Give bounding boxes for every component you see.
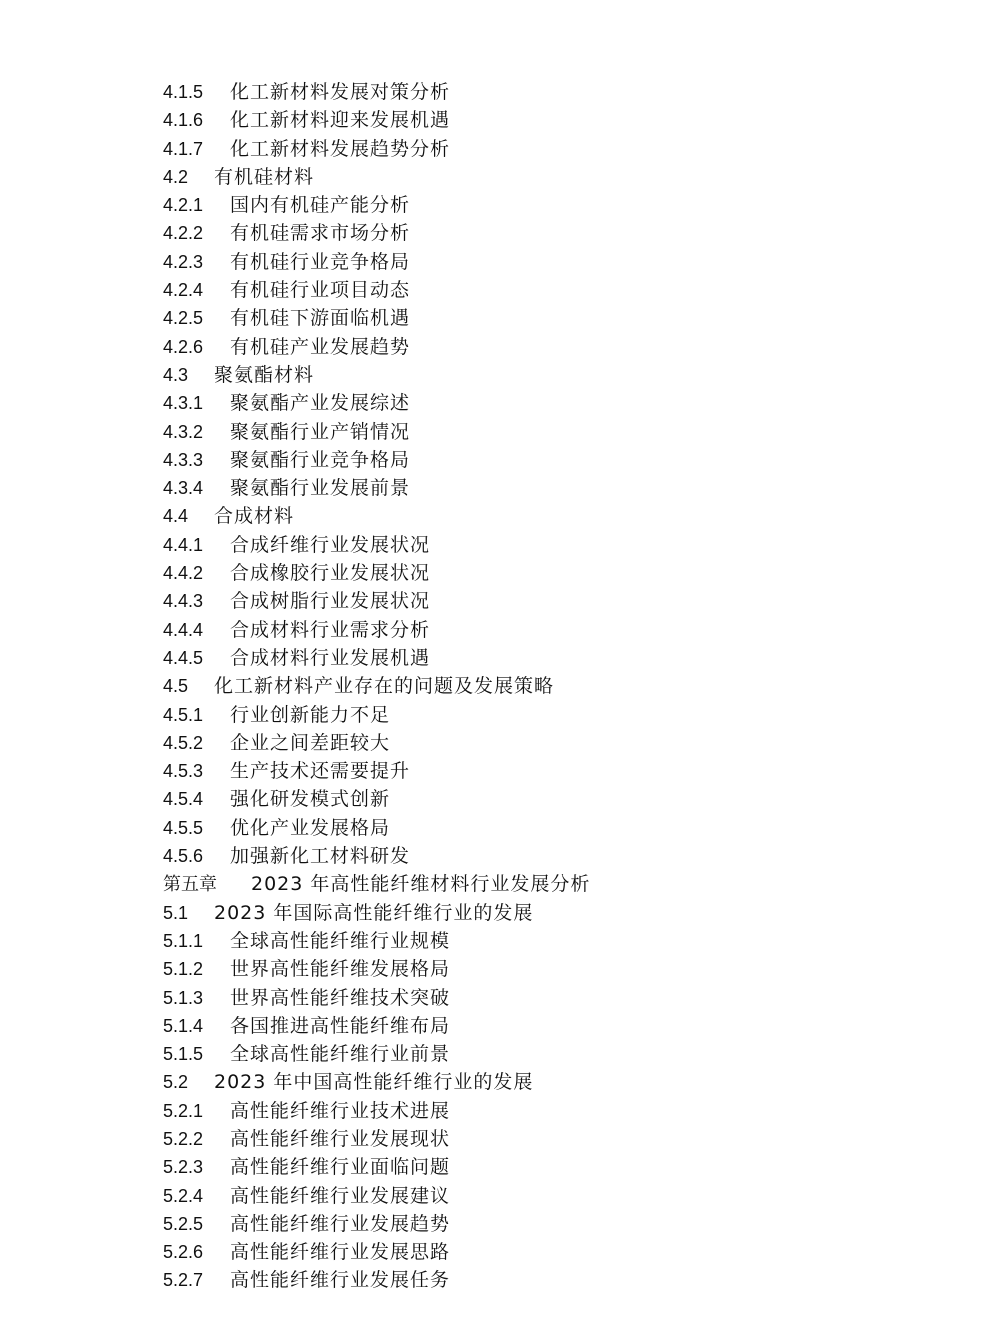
toc-entry: [163, 389, 590, 417]
toc-entry: [163, 842, 590, 870]
toc-entry-number: 4.1.5: [163, 82, 204, 102]
toc-entry: [163, 927, 590, 955]
toc-entry: [163, 191, 590, 219]
toc-entry: [163, 814, 590, 842]
toc-entry-number: 4.3.3: [163, 449, 204, 470]
toc-entry: [163, 276, 590, 304]
toc-entry-title: 有机硅行业竞争格局: [230, 250, 411, 273]
toc-entry: [163, 78, 590, 106]
toc-entry: [163, 644, 590, 672]
toc-entry-number: 5.2.4: [163, 1185, 204, 1206]
toc-entry-number: 4.4.2: [163, 563, 204, 584]
toc-entry: [163, 446, 590, 474]
toc-entry-title: 化工新材料发展趋势分析: [230, 137, 451, 160]
toc-entry-number: 5.2.1: [163, 1100, 204, 1121]
toc-entry: [163, 870, 590, 898]
toc-entry-number: 4.2.6: [163, 336, 204, 357]
toc-entry-number: 4.4.3: [163, 591, 204, 612]
toc-entry-title: 生产技术还需要提升: [230, 760, 411, 783]
toc-entry: [163, 672, 590, 700]
toc-entry-title: 有机硅产业发展趋势: [230, 335, 411, 358]
toc-entry-number: 5.1.5: [163, 1044, 204, 1065]
toc-entry-number: 5.1.2: [163, 959, 204, 980]
toc-entry: [163, 333, 590, 361]
toc-entry-number: 4.2.5: [163, 308, 204, 329]
toc-entry: [163, 1153, 590, 1181]
toc-entry: [163, 616, 590, 644]
toc-entry-number: 4.5.3: [163, 761, 204, 782]
toc-entry-number: 4.5.4: [163, 789, 204, 810]
toc-entry-title: 高性能纤维行业发展趋势: [230, 1212, 451, 1235]
toc-entry: [163, 1125, 590, 1153]
toc-entry-title: 企业之间差距较大: [230, 731, 391, 754]
toc-entry-number: 5.2: [163, 1072, 189, 1093]
toc-entry-number: 5.2.6: [163, 1242, 204, 1263]
toc-entry-title: 化工新材料产业存在的问题及发展策略: [214, 675, 555, 698]
toc-entry: [163, 955, 590, 983]
toc-entry-number: 5.2.2: [163, 1128, 204, 1149]
toc-entry-title: 全球高性能纤维行业规模: [230, 929, 451, 952]
toc-entry-title: 高性能纤维行业发展思路: [230, 1241, 451, 1264]
toc-entry-number: 4.4.4: [163, 619, 204, 640]
toc-entry-number: 5.2.7: [163, 1270, 204, 1291]
toc-entry: [163, 135, 590, 163]
toc-entry-number: 4.4: [163, 506, 189, 527]
toc-entry-number: 4.2.4: [163, 280, 204, 301]
toc-entry-title: 国内有机硅产能分析: [230, 194, 411, 217]
toc-entry-number: 4.1.7: [163, 138, 204, 159]
toc-entry-number: 4.5.1: [163, 704, 204, 725]
toc-entry-number: 4.5.6: [163, 846, 204, 867]
toc-entry-title: 高性能纤维行业发展建议: [230, 1184, 451, 1207]
toc-entry: [163, 785, 590, 813]
toc-entry: [163, 1182, 590, 1210]
toc-entry-title: 合成材料: [214, 505, 295, 528]
toc-entry: [163, 502, 590, 530]
toc-entry: [163, 418, 590, 446]
toc-entry-number: 4.3.4: [163, 478, 204, 499]
toc-entry-title: 聚氨酯产业发展综述: [230, 392, 411, 415]
toc-entry-number: 4.1.6: [163, 110, 204, 131]
toc-entry-title: 各国推进高性能纤维布局: [230, 1014, 451, 1037]
toc-entry: [163, 219, 590, 247]
toc-entry-number: 5.1.4: [163, 1015, 204, 1036]
toc-entry: [163, 531, 590, 559]
toc-entry: [163, 1012, 590, 1040]
toc-entry-title: 有机硅行业项目动态: [230, 279, 411, 302]
toc-entry: [163, 106, 590, 134]
toc-entry-number: 5.2.3: [163, 1157, 204, 1178]
toc-entry-title: 聚氨酯材料: [214, 363, 315, 386]
toc-entry-title: 高性能纤维行业发展任务: [230, 1269, 451, 1292]
toc-entry-title: 全球高性能纤维行业前景: [230, 1043, 451, 1066]
toc-entry-number: 4.2.3: [163, 251, 204, 272]
toc-entry-number: 4.5: [163, 676, 189, 697]
toc-entry: [163, 757, 590, 785]
toc-entry-number: 5.1.1: [163, 930, 204, 951]
toc-entry: [163, 1266, 590, 1294]
toc-entry-title: 高性能纤维行业发展现状: [230, 1127, 451, 1150]
toc-entry: [163, 304, 590, 332]
toc-entry-number: 4.3.1: [163, 393, 204, 414]
toc-entry-title: 合成材料行业发展机遇: [230, 646, 431, 669]
toc-entry: [163, 1097, 590, 1125]
toc-entry-title: 聚氨酯行业竞争格局: [230, 448, 411, 471]
toc-entry: [163, 474, 590, 502]
toc-entry-title: 高性能纤维行业技术进展: [230, 1099, 451, 1122]
toc-entry: [163, 163, 590, 191]
toc-entry-title: 世界高性能纤维发展格局: [230, 958, 451, 981]
toc-entry-number: 5.1: [163, 902, 189, 923]
toc-entry-number: 4.3: [163, 364, 189, 385]
toc-entry: [163, 1210, 590, 1238]
toc-entry-number: 4.4.1: [163, 534, 204, 555]
toc-entry-title: 合成树脂行业发展状况: [230, 590, 431, 613]
toc-entry-title: 加强新化工材料研发: [230, 845, 411, 868]
toc-entry: [163, 729, 590, 757]
toc-entry-title: 行业创新能力不足: [230, 703, 391, 726]
toc-entry-number: 4.5.5: [163, 817, 204, 838]
toc-entry: [163, 248, 590, 276]
toc-entry-title: 合成橡胶行业发展状况: [230, 562, 431, 585]
toc-entry-number: 4.2.2: [163, 223, 204, 244]
toc-entry-title: 有机硅材料: [214, 165, 315, 188]
toc-entry-title: 强化研发模式创新: [230, 788, 391, 811]
toc-entry-number: 4.2: [163, 166, 189, 187]
toc-entry-title: 优化产业发展格局: [230, 816, 391, 839]
toc-entry-number: 4.4.5: [163, 647, 204, 668]
toc-entry: [163, 1238, 590, 1266]
toc-entry-title: 2023 年高性能纤维材料行业发展分析: [251, 873, 591, 896]
toc-entry-number: 第五章: [163, 874, 217, 895]
toc-entry-number: 4.2.1: [163, 195, 204, 216]
toc-entry-number: 5.1.3: [163, 987, 204, 1008]
toc-entry-title: 2023 年国际高性能纤维行业的发展: [214, 901, 534, 924]
toc-entry: [163, 701, 590, 729]
toc-entry: [163, 587, 590, 615]
toc-entry-number: 4.3.2: [163, 421, 204, 442]
toc-entry: [163, 1040, 590, 1068]
toc-entry-number: 4.5.2: [163, 732, 204, 753]
toc-entry: [163, 899, 590, 927]
toc-entry-title: 高性能纤维行业面临问题: [230, 1156, 451, 1179]
toc-entry: [163, 361, 590, 389]
table-of-contents: [163, 78, 590, 1295]
toc-entry-title: 有机硅下游面临机遇: [230, 307, 411, 330]
toc-entry-title: 有机硅需求市场分析: [230, 222, 411, 245]
toc-entry-title: 世界高性能纤维技术突破: [230, 986, 451, 1009]
toc-entry-title: 2023 年中国高性能纤维行业的发展: [214, 1071, 534, 1094]
toc-entry-title: 化工新材料发展对策分析: [230, 81, 451, 103]
toc-entry-title: 聚氨酯行业发展前景: [230, 477, 411, 500]
toc-entry-title: 化工新材料迎来发展机遇: [230, 109, 451, 132]
toc-entry-title: 合成纤维行业发展状况: [230, 533, 431, 556]
toc-entry-title: 合成材料行业需求分析: [230, 618, 431, 641]
toc-entry-title: 聚氨酯行业产销情况: [230, 420, 411, 443]
toc-entry: [163, 1068, 590, 1096]
toc-entry: [163, 984, 590, 1012]
toc-entry-number: 5.2.5: [163, 1213, 204, 1234]
toc-entry: [163, 559, 590, 587]
